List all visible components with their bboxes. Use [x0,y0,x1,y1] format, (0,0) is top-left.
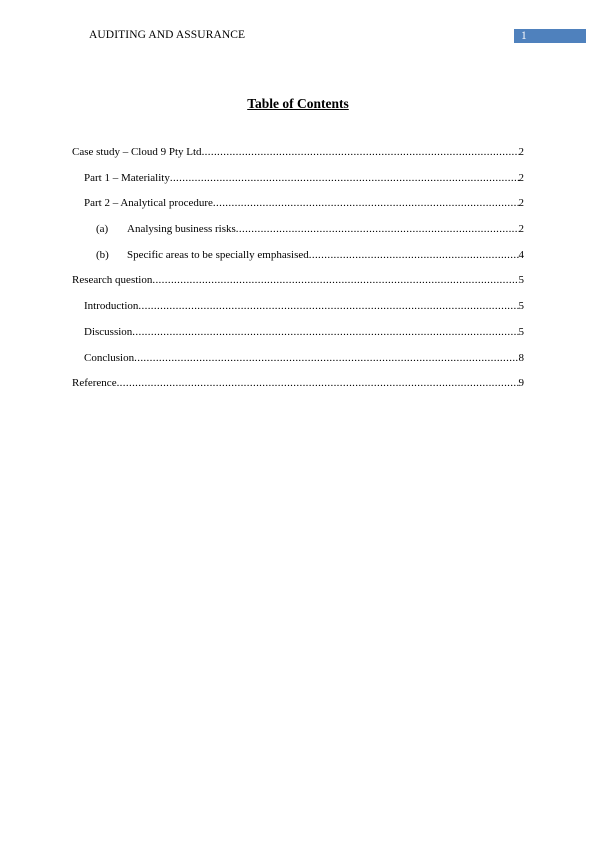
dot-leader [134,350,518,366]
toc-entry[interactable] [72,170,524,196]
toc-entry-page: 2 [518,146,524,158]
toc-entry[interactable] [72,272,524,298]
dot-leader [202,144,519,160]
toc-entry[interactable] [72,324,524,350]
toc-entry-page: 2 [518,223,524,236]
dot-leader [170,170,519,186]
toc-entry-label[interactable]: Specific areas to be specially emphasised [127,248,309,261]
toc-entry-page: 4 [518,248,524,261]
toc-entry[interactable] [72,298,524,324]
toc-entry-label[interactable]: Case study – Cloud 9 Pty Ltd [72,146,202,158]
page-number: 1 [521,30,527,42]
toc-entry-page: 5 [518,274,524,287]
toc-entry-page: 5 [518,325,524,338]
toc-entry[interactable] [72,350,524,376]
toc-entry-label[interactable]: Analysing business risks [127,223,236,236]
toc-entry-page: 2 [518,171,524,184]
toc-entry[interactable] [72,144,524,170]
toc-entry-label[interactable]: Introduction [84,300,139,313]
toc-entry[interactable] [72,221,524,247]
header-title: AUDITING AND ASSURANCE [89,29,246,41]
toc-entry-label[interactable]: Part 2 – Analytical procedure [84,197,213,210]
dot-leader [138,298,518,314]
toc-entry[interactable] [72,247,524,273]
toc-entry-page: 9 [518,377,524,390]
toc-heading: Table of Contents [247,96,349,111]
toc-entry-label[interactable]: Reference [72,377,117,390]
toc-entry-label[interactable]: Part 1 – Materiality [84,171,170,184]
toc-entry-page: 8 [518,351,524,364]
dot-leader [236,221,519,237]
toc-entry[interactable] [72,375,524,401]
dot-leader [213,195,519,211]
dot-leader [117,375,519,391]
toc-entry-marker: (b) [96,248,109,261]
toc-entry-marker: (a) [96,223,109,236]
dot-leader [152,272,518,288]
dot-leader [309,247,519,263]
toc-entry-label[interactable]: Discussion [84,325,133,338]
toc-entry-page: 5 [518,300,524,313]
toc-entry-page: 2 [518,197,524,210]
page-header [0,0,596,50]
toc-entry-label[interactable]: Research question [72,274,153,287]
table-of-contents [72,144,524,401]
page-number-badge [514,29,586,43]
toc-entry[interactable] [72,195,524,221]
dot-leader [132,324,518,340]
toc-entry-label[interactable]: Conclusion [84,351,135,364]
